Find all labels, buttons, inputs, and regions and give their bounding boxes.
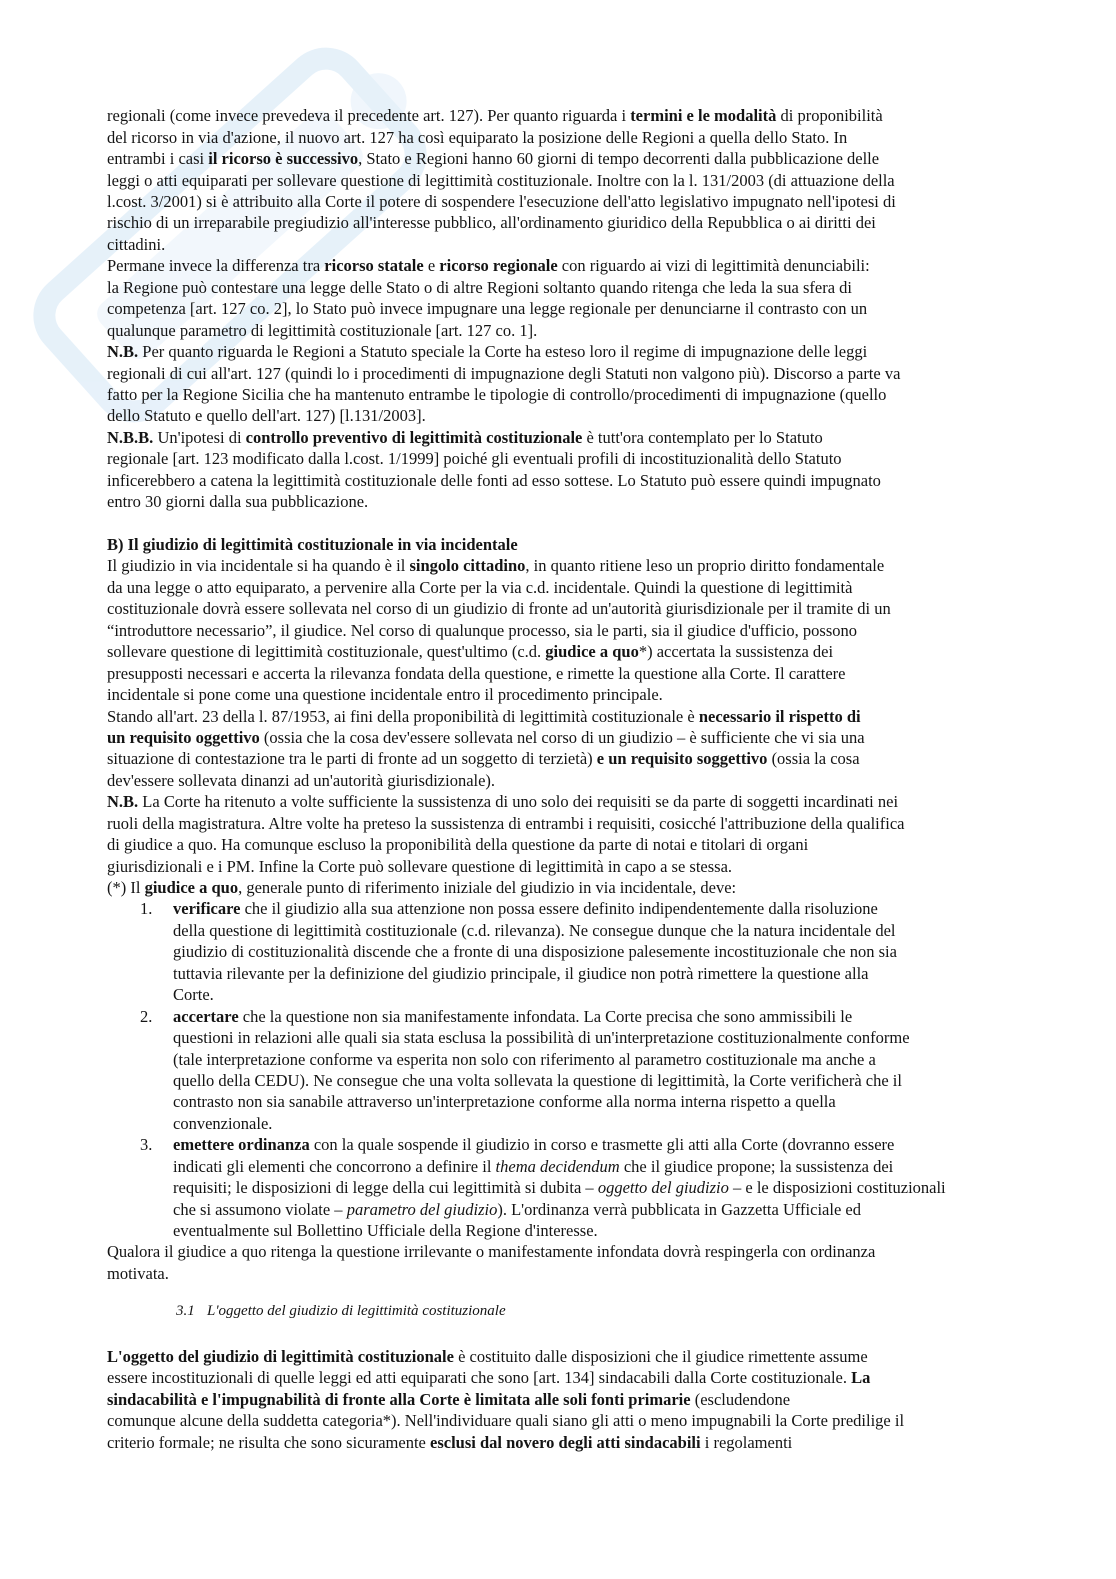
text-run: dello Statuto e quello dell'art. 127) [l.131/2003]. [107, 406, 426, 426]
text-run: Stando all'art. 23 della l. 87/1953, ai fini della proponibilità di legittimità costituzionale è [107, 706, 699, 726]
text-line [107, 534, 1067, 555]
text-run: Qualora il giudice a quo ritenga la questione irrilevante o manifestamente infondata dovrà respingerla con ordinanza [107, 1242, 876, 1262]
text-line [173, 1027, 1067, 1048]
text-run: della questione di legittimità costituzionale (c.d. rilevanza). Ne consegue dunque che la natura incidentale del [173, 920, 896, 940]
text-line [173, 1177, 1067, 1198]
text-line [107, 1346, 1067, 1367]
text-run: entro 30 giorni dalla sua pubblicazione. [107, 492, 369, 512]
block-lines [107, 1346, 1067, 1453]
list-item [107, 898, 1067, 1005]
text-line [173, 1091, 1067, 1112]
list-item [107, 1006, 1067, 1135]
text-run: L'oggetto del giudizio di legittimità costituzionale [207, 1302, 506, 1319]
text-run: leggi o atti equiparati per sollevare questione di legittimità costituzionale. Inoltre con la l. 131/2003 (di attuazione della [107, 170, 895, 190]
text-run: i regolamenti [700, 1432, 793, 1452]
text-line [107, 470, 1067, 491]
bold-term: un requisito oggettivo [107, 727, 260, 747]
block-lines [107, 534, 1067, 555]
text-run: che la questione non sia manifestamente infondata. La Corte precisa che sono ammissibili le [238, 1006, 853, 1026]
text-run: Per quanto riguarda le Regioni a Statuto speciale la Corte ha esteso loro il regime di impugnazione delle leggi [138, 342, 868, 362]
bold-term: N.B. [107, 792, 139, 812]
text-line [173, 1006, 1067, 1027]
text-run: rischio di un irreparabile pregiudizio all'interesse pubblico, all'ordinamento giuridico della Repubblica o ai diritti dei [107, 213, 876, 233]
text-run: convenzionale. [173, 1113, 273, 1133]
block-lines [107, 555, 1067, 705]
block-lines [107, 791, 1067, 877]
text-run: con riguardo ai vizi di legittimità denunciabili: [557, 256, 870, 276]
paragraph [107, 341, 1067, 427]
bold-term: B) Il giudizio di legittimità costituzionale in via incidentale [107, 535, 518, 555]
bold-term: accertare [173, 1006, 239, 1026]
text-line [107, 191, 1067, 212]
text-run: che il giudice propone; la sussistenza dei [619, 1156, 894, 1176]
block-lines [173, 898, 1067, 1005]
text-line [107, 620, 1067, 641]
text-line [173, 1049, 1067, 1070]
text-line [173, 941, 1067, 962]
text-line [107, 1432, 1067, 1453]
text-line [107, 791, 1067, 812]
text-line [107, 298, 1067, 319]
bold-term: N.B.B. [107, 427, 154, 447]
text-line [173, 1156, 1067, 1177]
subsection-heading [176, 1301, 1067, 1322]
text-run: e [423, 256, 440, 276]
text-run: tuttavia rilevante per la definizione del giudizio principale, il giudice non potrà rimettere la questione alla [173, 963, 869, 983]
text-run: (ossia la cosa [767, 749, 860, 769]
text-run: , Stato e Regioni hanno 60 giorni di tempo decorrenti dalla pubblicazione delle [358, 149, 880, 169]
section-heading [107, 534, 1067, 555]
text-run: (ossia che la cosa dev'essere sollevata nel corso di un giudizio – è sufficiente che vi sia una [259, 727, 865, 747]
text-run: , in quanto ritiene leso un proprio diritto fondamentale [525, 556, 885, 576]
paragraph [107, 791, 1067, 877]
text-run: qualunque parametro di legittimità costituzionale [art. 127 co. 1]. [107, 320, 538, 340]
text-line [107, 405, 1067, 426]
text-line [107, 234, 1067, 255]
paragraph [107, 105, 1067, 255]
block-lines [107, 255, 1067, 341]
text-line [107, 770, 1067, 791]
list-number: 3. [140, 1135, 153, 1155]
text-line [107, 148, 1067, 169]
text-line [107, 577, 1067, 598]
text-line [173, 984, 1067, 1005]
bold-term: ricorso regionale [439, 256, 558, 276]
block-lines [107, 427, 1067, 513]
text-line [107, 427, 1067, 448]
text-line [107, 813, 1067, 834]
text-run: La Corte ha ritenuto a volte sufficiente la sussistenza di uno solo dei requisiti se da parte di soggetti incardinati nei [138, 792, 899, 812]
paragraph [107, 877, 1067, 898]
bold-term: controllo preventivo di legittimità costituzionale [245, 427, 583, 447]
block-lines [107, 1241, 1067, 1284]
text-run: essere incostituzionali di quelle leggi ed atti equiparati che sono [art. 134] sindacabili dalla Corte costituzionale. [107, 1368, 852, 1388]
text-run: ). L'ordinanza verrà pubblicata in Gazzetta Ufficiale ed [497, 1199, 861, 1219]
bold-term: e un requisito soggettivo [596, 749, 768, 769]
text-line [207, 1301, 506, 1322]
paragraph [107, 555, 1067, 705]
text-run: motivata. [107, 1263, 169, 1283]
text-run: “introduttore necessario”, il giudice. Nel corso di qualunque processo, sia le parti, sia il giudice d'ufficio, possono [107, 620, 858, 640]
text-run: Un'ipotesi di [153, 427, 246, 447]
block-lines [207, 1301, 506, 1322]
text-run: (*) Il [107, 878, 145, 898]
block-lines [173, 1134, 1067, 1241]
text-run: criterio formale; ne risulta che sono sicuramente [107, 1432, 430, 1452]
text-run: quello della CEDU). Ne consegue che una volta sollevata la questione di legittimità, la Corte verificherà che il [173, 1070, 902, 1090]
text-run: regionali (come invece prevedeva il precedente art. 127). Per quanto riguarda i [107, 106, 631, 126]
text-line [173, 1070, 1067, 1091]
block-lines [107, 105, 1067, 255]
bold-term: La [851, 1368, 871, 1388]
text-line [107, 363, 1067, 384]
italic-term: oggetto del giudizio [597, 1178, 729, 1198]
text-run: (escludendone [690, 1389, 791, 1409]
bold-term: necessario il rispetto di [698, 706, 861, 726]
text-run: comunque alcune della suddetta categoria*). Nell'individuare quali siano gli atti o meno impugnabili la Corte predilige il [107, 1411, 905, 1431]
text-line [173, 963, 1067, 984]
text-run: inficerebbero a catena la legittimità costituzionale delle fonti ad esso sottese. Lo Statuto può essere quindi impugnato [107, 470, 881, 490]
bold-term: L'oggetto del giudizio di legittimità costituzionale [107, 1346, 454, 1366]
text-run: eventualmente sul Bollettino Ufficiale della Regione d'interesse. [173, 1221, 598, 1241]
text-line [107, 1263, 1067, 1284]
text-line [173, 898, 1067, 919]
text-run: , generale punto di riferimento iniziale del giudizio in via incidentale, deve: [238, 878, 737, 898]
text-run: Permane invece la differenza tra [107, 256, 325, 276]
text-run: è costituito dalle disposizioni che il giudice rimettente assume [453, 1346, 868, 1366]
text-line [107, 491, 1067, 512]
text-run: regionali di cui all'art. 127 (quindi lo i procedimenti di impugnazione degli Statuti non valgono più). Discorso a parte va [107, 363, 901, 383]
text-run: che il giudizio alla sua attenzione non possa essere definito indipendentemente dalla risoluzione [240, 899, 878, 919]
text-run: competenza [art. 127 co. 2], lo Stato può invece impugnare una legge regionale per denunciarne il contrasto con un [107, 299, 868, 319]
paragraph [107, 255, 1067, 341]
bold-term: N.B. [107, 342, 139, 362]
text-line [107, 727, 1067, 748]
block-lines [107, 877, 1067, 898]
text-run: Il giudizio in via incidentale si ha quando è il [107, 556, 410, 576]
text-run: che si assumono violate – [173, 1199, 347, 1219]
text-run: sollevare questione di legittimità costituzionale, quest'ultimo (c.d. [107, 642, 546, 662]
block-lines [173, 1006, 1067, 1135]
text-line [107, 641, 1067, 662]
paragraph [107, 1346, 1067, 1453]
text-line [107, 706, 1067, 727]
text-line [173, 1199, 1067, 1220]
text-line [173, 1134, 1067, 1155]
text-line [107, 170, 1067, 191]
text-line [107, 341, 1067, 362]
text-run: fatto per la Regione Sicilia che ha mantenuto entrambe le tipologie di controllo/procedimenti di impugnazione (quello [107, 384, 887, 404]
text-line [107, 448, 1067, 469]
text-run: da una legge o atto equiparato, a pervenire alla Corte per la via c.d. incidentale. Quindi la questione di legittimità [107, 577, 853, 597]
list-number: 1. [140, 899, 153, 919]
text-run: situazione di contestazione tra le parti di fronte ad un soggetto di terzietà) [107, 749, 597, 769]
text-run: (tale interpretazione conforme va esperita non solo con riferimento al parametro costituzionale ma anche a [173, 1049, 876, 1069]
text-line [107, 127, 1067, 148]
text-line [107, 1410, 1067, 1431]
bold-term: termini e le modalità [630, 106, 777, 126]
text-line [107, 684, 1067, 705]
paragraph [107, 1241, 1067, 1284]
document-body [107, 105, 1067, 1453]
paragraph [107, 427, 1067, 513]
text-run: requisiti; le disposizioni di legge della cui legittimità si dubita – [173, 1178, 598, 1198]
text-run: – e le disposizioni costituzionali [728, 1178, 946, 1198]
text-run: questioni in relazioni alle quali sia stata esclusa la possibilità di un'interpretazione costituzionalmente conforme [173, 1028, 910, 1048]
subsection-number: 3.1 [176, 1302, 195, 1319]
paragraph [107, 706, 1067, 792]
text-run: *) accertata la sussistenza dei [638, 642, 834, 662]
text-line [107, 212, 1067, 233]
italic-term: thema decidendum [495, 1156, 620, 1176]
text-run: ruoli della magistratura. Altre volte ha preteso la sussistenza di entrambi i requisiti, cosicché l'attribuzione della qualifica [107, 813, 905, 833]
block-lines [107, 706, 1067, 792]
bold-term: giudice a quo [545, 642, 639, 662]
text-run: con la quale sospende il giudizio in corso e trasmette gli atti alla Corte (dovranno essere [309, 1135, 895, 1155]
bold-term: il ricorso è successivo [208, 149, 359, 169]
text-run: di giudice a quo. Ha comunque escluso la proponibilità della questione da parte di notai e titolari di organi [107, 835, 809, 855]
text-line [173, 1220, 1067, 1241]
text-line [107, 748, 1067, 769]
text-run: l.cost. 3/2001) si è attribuito alla Corte il potere di sospendere l'esecuzione dell'atto legislativo impugnato nell'ipotesi di [107, 192, 896, 212]
text-run: regionale [art. 123 modificato dalla l.cost. 1/1999] poiché gli eventuali profili di incostituzionalità dello Statuto [107, 449, 842, 469]
text-line [107, 1389, 1067, 1410]
block-lines [107, 341, 1067, 427]
text-line [107, 1367, 1067, 1388]
text-run: incidentale si pone come una questione incidentale entro il procedimento principale. [107, 685, 663, 705]
text-line [107, 856, 1067, 877]
text-run: entrambi i casi [107, 149, 209, 169]
text-line [107, 105, 1067, 126]
bold-term: emettere ordinanza [173, 1135, 310, 1155]
list-item [107, 1134, 1067, 1241]
text-run: è tutt'ora contemplato per lo Statuto [582, 427, 823, 447]
text-line [107, 877, 1067, 898]
text-line [107, 1241, 1067, 1262]
bold-term: verificare [173, 899, 241, 919]
text-line [107, 384, 1067, 405]
text-run: indicati gli elementi che concorrono a definire il [173, 1156, 496, 1176]
bold-term: singolo cittadino [409, 556, 526, 576]
text-run: costituzionale dovrà essere sollevata nel corso di un giudizio di fronte ad un'autorità giurisdizionale per il tramite di un [107, 599, 891, 619]
text-line [173, 1113, 1067, 1134]
text-run: cittadini. [107, 234, 166, 254]
text-run: presupposti necessari e accerta la rilevanza fondata della questione, e rimette la questione alla Corte. Il carattere [107, 663, 846, 683]
text-run: contrasto non sia sanabile attraverso un'interpretazione conforme alla norma interna rispetto a quella [173, 1092, 836, 1112]
italic-term: parametro del giudizio [346, 1199, 498, 1219]
list-number: 2. [140, 1006, 153, 1026]
text-run: Corte. [173, 985, 214, 1005]
text-run: giurisdizionali e i PM. Infine la Corte può sollevare questione di legittimità in capo a se stessa. [107, 856, 733, 876]
text-run: di proponibilità [776, 106, 883, 126]
text-line [107, 255, 1067, 276]
bold-term: sindacabilità e l'impugnabilità di fronte alla Corte è limitata alle soli fonti primarie [107, 1389, 691, 1409]
text-run: dev'essere sollevata dinanzi ad un'autorità giurisdizionale). [107, 770, 496, 790]
text-run: la Regione può contestare una legge delle Stato o di altre Regioni soltanto quando ritenga che leda la sua sfera di [107, 277, 853, 297]
text-line [107, 834, 1067, 855]
text-run: giudizio di costituzionalità discende che a fronte di una disposizione palesemente incostituzionale che non sia [173, 942, 897, 962]
text-line [107, 277, 1067, 298]
text-line [107, 555, 1067, 576]
bold-term: esclusi dal novero degli atti sindacabili [430, 1432, 701, 1452]
text-line [107, 320, 1067, 341]
text-line [173, 920, 1067, 941]
text-line [107, 663, 1067, 684]
text-line [107, 598, 1067, 619]
bold-term: ricorso statale [324, 256, 424, 276]
bold-term: giudice a quo [144, 878, 239, 898]
text-run: del ricorso in via d'azione, il nuovo art. 127 ha così equiparato la posizione delle Regioni a quella dello Stato. In [107, 127, 848, 147]
